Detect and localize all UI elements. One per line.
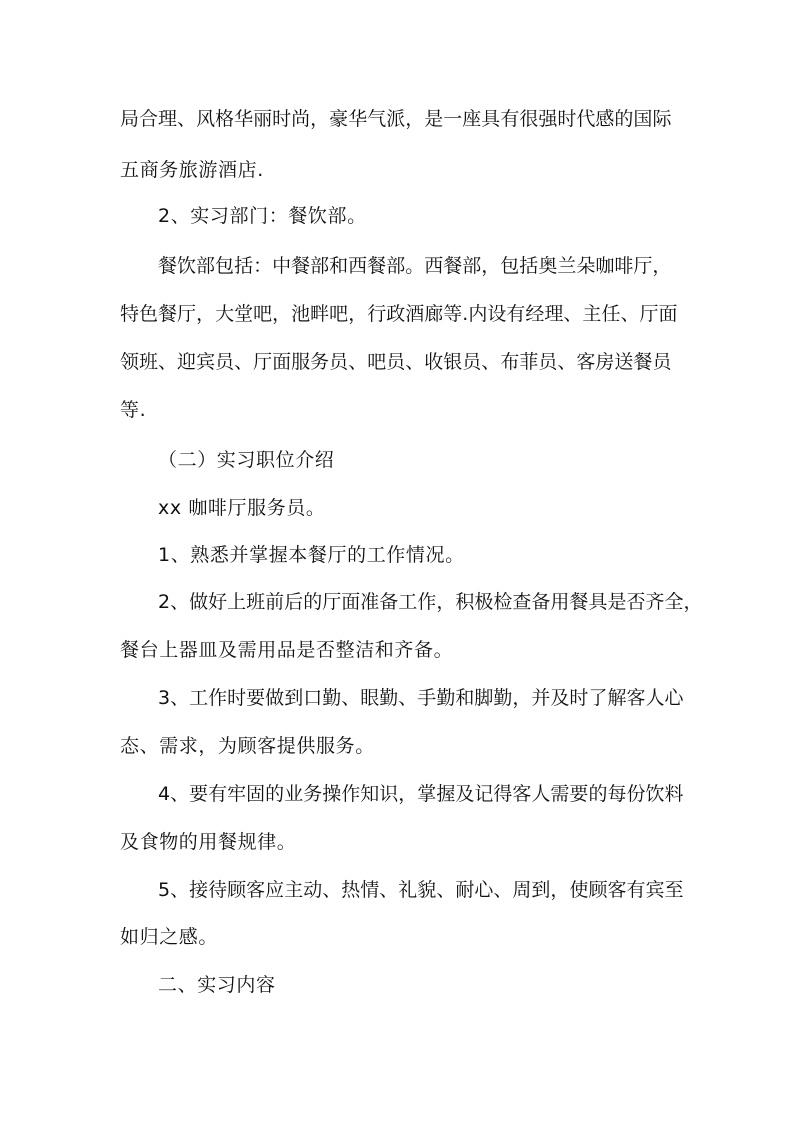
list-item: 1、熟悉并掌握本餐厅的工作情况。 (158, 544, 465, 566)
section-heading: （二）实习职位介绍 (158, 449, 335, 471)
list-item-continuation: 及食物的用餐规律。 (120, 831, 297, 853)
paragraph-line: 特 色 餐 厅 ， 大 堂 吧 ， 池 畔 吧 ， 行 政 酒 廊 等 . 内 设 有 经 理 、 主 任 、 厅 面 (120, 303, 678, 325)
list-item: 5 、 接 待 顾 客 应 主 动 、 热 情 、 礼 貌 、 耐 心 、 周 到 ， 使 顾 客 有 宾 至 (158, 879, 684, 901)
paragraph-line: 餐 饮 部 包 括 ： 中 餐 部 和 西 餐 部 。 西 餐 部 ， 包 括 奥 兰 朵 咖 啡 厅 ， (158, 255, 672, 277)
section-heading: 2、实习部门：餐饮部。 (158, 205, 367, 227)
paragraph-line: xx 咖啡厅服务员。 (158, 497, 326, 519)
list-item-continuation: 态、需求，为顾客提供服务。 (120, 735, 375, 757)
paragraph-line: 领 班 、 迎 宾 员 、 厅 面 服 务 员 、 吧 员 、 收 银 员 、 布 菲 员 、 客 房 送 餐 员 (120, 351, 672, 373)
list-item: 4 、 要 有 牢 固 的 业 务 操 作 知 识 ， 掌 握 及 记 得 客 人 需 要 的 每 份 饮 料 (158, 783, 684, 805)
list-item-continuation: 如归之感。 (120, 926, 219, 948)
section-heading: 二、实习内容 (158, 974, 276, 996)
paragraph-line: 五商务旅游酒店. (120, 159, 264, 181)
list-item: 3 、 工 作 时 要 做 到 口 勤 、 眼 勤 、 手 勤 和 脚 勤 ， 并 及 时 了 解 客 人 心 (158, 687, 684, 709)
paragraph-line: 等. (120, 399, 147, 421)
list-item-continuation: 餐台上器皿及需用品是否整洁和齐备。 (120, 639, 454, 661)
paragraph-line: 局 合 理 、 风 格 华 丽 时 尚 ， 豪 华 气 派 ， 是 一 座 具 有 很 强 时 代 感 的 国 际 (120, 108, 672, 130)
list-item: 2 、 做 好 上 班 前 后 的 厅 面 准 备 工 作 ， 积 极 检 查 备 用 餐 具 是 否 齐 全 ， (158, 591, 703, 613)
